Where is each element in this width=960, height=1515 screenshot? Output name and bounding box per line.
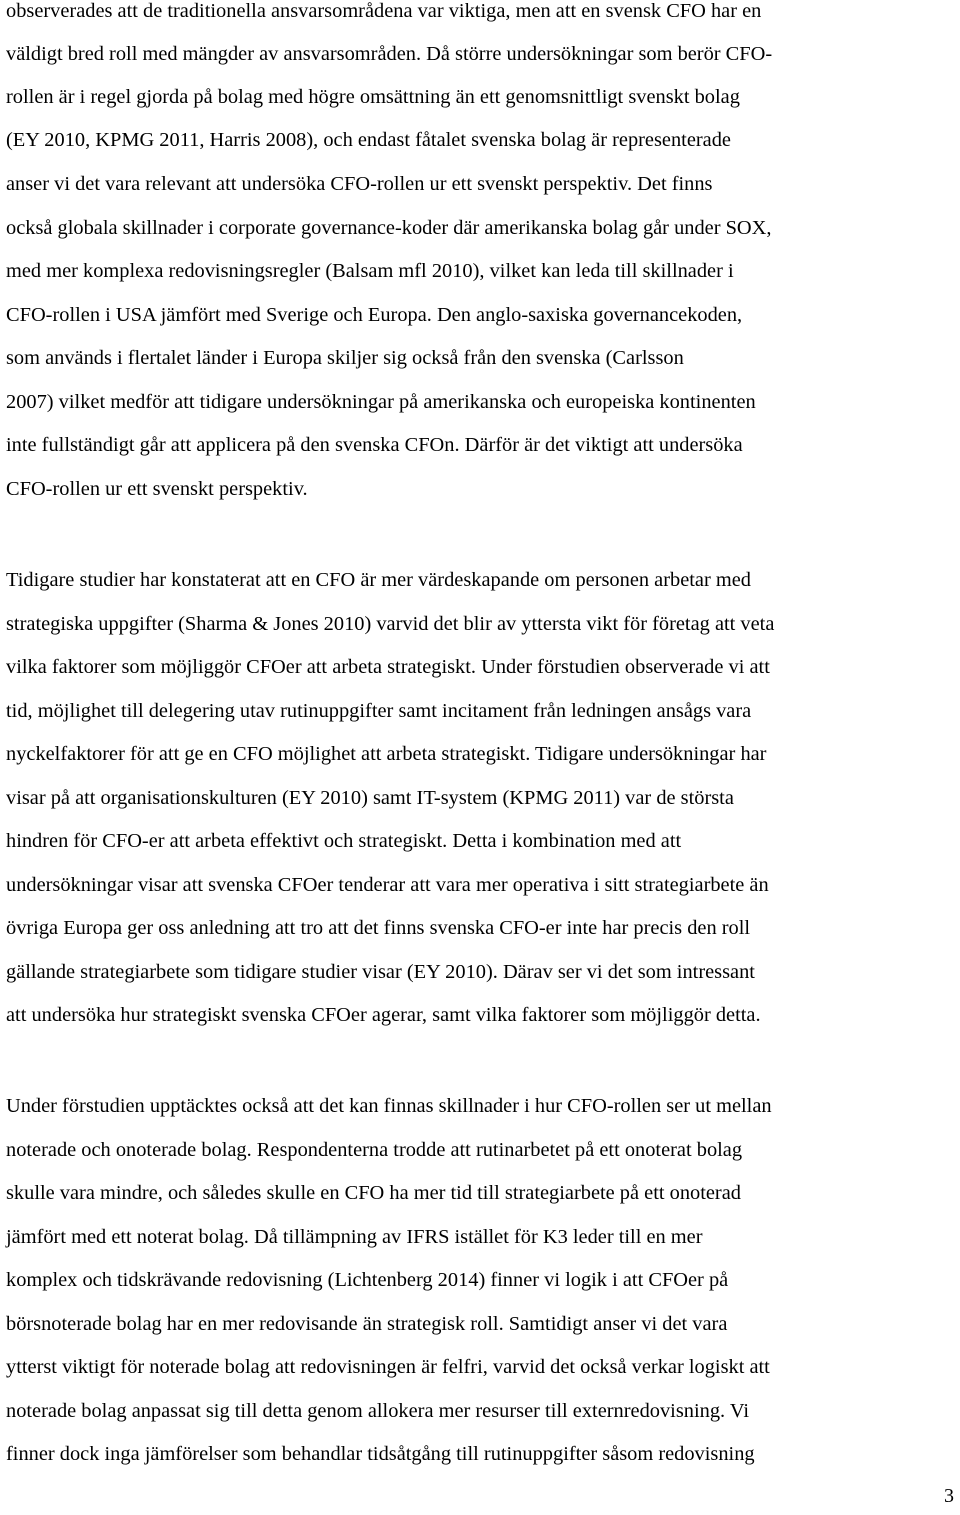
text-line: anser vi det vara relevant att undersöka CFO-rollen ur ett svenskt perspektiv. Det finns [6,173,713,195]
text-line: finner dock inga jämförelser som behandlar tidsåtgång till rutinuppgifter såsom redovisning [6,1443,755,1465]
text-line: som används i flertalet länder i Europa skiljer sig också från den svenska (Carlsson [6,347,684,369]
text-line: rollen är i regel gjorda på bolag med högre omsättning än ett genomsnittligt svenskt bolag [6,86,740,108]
text-line: nyckelfaktorer för att ge en CFO möjlighet att arbeta strategiskt. Tidigare undersökningar har [6,743,767,765]
text-line: att undersöka hur strategiskt svenska CFOer agerar, samt vilka faktorer som möjliggör detta. [6,1004,761,1026]
text-line: Under förstudien upptäcktes också att det kan finnas skillnader i hur CFO-rollen ser ut mellan [6,1095,772,1117]
text-line: skulle vara mindre, och således skulle en CFO ha mer tid till strategiarbete på ett onoterad [6,1182,741,1204]
text-line: ytterst viktigt för noterade bolag att redovisningen är felfri, varvid det också verkar logiskt att [6,1356,770,1378]
text-line: noterade bolag anpassat sig till detta genom allokera mer resurser till externredovisning. Vi [6,1400,750,1422]
text-line: undersökningar visar att svenska CFOer tenderar att vara mer operativa i sitt strategiarbete än [6,874,769,896]
text-line: noterade och onoterade bolag. Respondenterna trodde att rutinarbetet på ett onoterat bolag [6,1139,743,1161]
text-line: också globala skillnader i corporate governance-koder där amerikanska bolag går under SOX, [6,217,772,239]
text-line: CFO-rollen i USA jämfört med Sverige och Europa. Den anglo-saxiska governancekoden, [6,304,743,326]
text-line: visar på att organisationskulturen (EY 2010) samt IT-system (KPMG 2011) var de största [6,787,734,809]
text-line: väldigt bred roll med mängder av ansvarsområden. Då större undersökningar som berör CFO- [6,43,773,65]
text-line: gällande strategiarbete som tidigare studier visar (EY 2010). Därav ser vi det som intressant [6,961,755,983]
text-line: vilka faktorer som möjliggör CFOer att arbeta strategiskt. Under förstudien observerade vi att [6,656,770,678]
text-line: Tidigare studier har konstaterat att en CFO är mer värdeskapande om personen arbetar med [6,569,751,591]
text-line: hindren för CFO-er att arbeta effektivt och strategiskt. Detta i kombination med att [6,830,682,852]
text-line: observerades att de traditionella ansvarsområdena var viktiga, men att en svensk CFO har en [6,0,762,22]
text-line: 2007) vilket medför att tidigare undersökningar på amerikanska och europeiska kontinenten [6,391,756,413]
text-line: tid, möjlighet till delegering utav rutinuppgifter samt incitament från ledningen ansågs vara [6,700,752,722]
text-line: komplex och tidskrävande redovisning (Lichtenberg 2014) finner vi logik i att CFOer på [6,1269,729,1291]
text-line: CFO-rollen ur ett svenskt perspektiv. [6,478,308,500]
text-line: med mer komplexa redovisningsregler (Balsam mfl 2010), vilket kan leda till skillnader i [6,260,734,282]
text-line: inte fullständigt går att applicera på den svenska CFOn. Därför är det viktigt att undersöka [6,434,743,456]
text-line: jämfört med ett noterat bolag. Då tillämpning av IFRS istället för K3 leder till en mer [6,1226,703,1248]
text-line: övriga Europa ger oss anledning att tro att det finns svenska CFO-er inte har precis den roll [6,917,751,939]
text-line: (EY 2010, KPMG 2011, Harris 2008), och endast fåtalet svenska bolag är representerade [6,129,731,151]
text-line: börsnoterade bolag har en mer redovisande än strategisk roll. Samtidigt anser vi det vara [6,1313,728,1335]
page-number: 3 [944,1485,954,1507]
text-line: strategiska uppgifter (Sharma & Jones 2010) varvid det blir av yttersta vikt för företag att veta [6,613,775,635]
